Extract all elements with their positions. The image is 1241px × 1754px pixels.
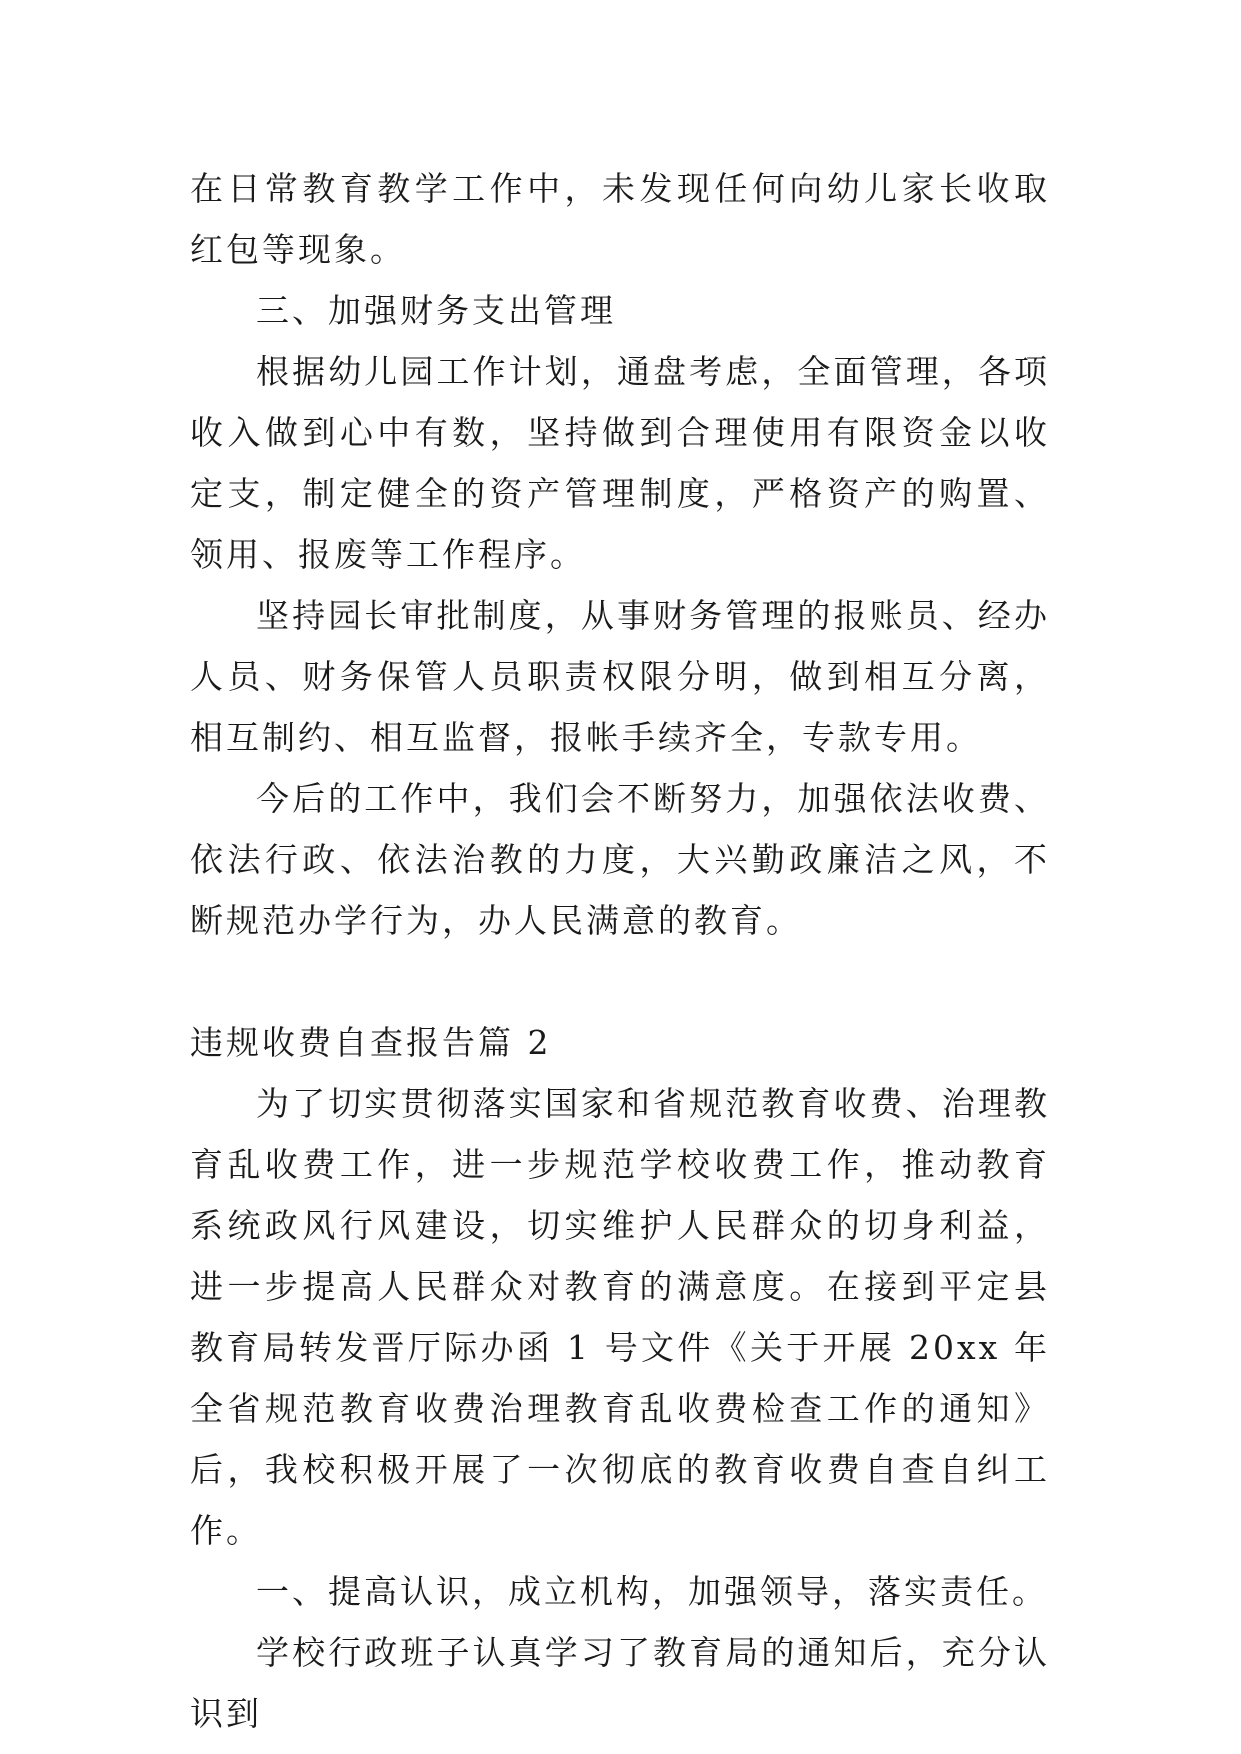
paragraph-intro: 为了切实贯彻落实国家和省规范教育收费、治理教育乱收费工作，进一步规范学校收费工作，推动教育系统政风行风建设，切实维护人民群众的切身利益，进一步提高人民群众对教育的满意度。在接到平定县教育局转发晋厅际办函 1 号文件《关于开展 20xx 年全省规范教育收费治理教育乱收费检查工作的通知》后，我校积极开展了一次彻底的教育收费自查自纠工作。	[190, 1084, 1050, 1550]
paragraph-future-work: 今后的工作中，我们会不断努力，加强依法收费、依法行政、依法治教的力度，大兴勤政廉洁之风，不断规范办学行为，办人民满意的教育。	[190, 779, 1050, 940]
report-title: 违规收费自查报告篇 2	[190, 1023, 552, 1062]
paragraph-approval-system: 坚持园长审批制度，从事财务管理的报账员、经办人员、财务保管人员职责权限分明，做到相互分离，相互制约、相互监督，报帐手续齐全，专款专用。	[190, 596, 1050, 757]
paragraph-plan: 根据幼儿园工作计划，通盘考虑，全面管理，各项收入做到心中有数，坚持做到合理使用有限资金以收定支，制定健全的资产管理制度，严格资产的购置、领用、报废等工作程序。	[190, 352, 1050, 574]
paragraph-leadership: 学校行政班子认真学习了教育局的通知后，充分认识到	[190, 1633, 1050, 1733]
section-heading-financial-management: 三、加强财务支出管理	[256, 291, 616, 330]
paragraph-continuation: 在日常教育教学工作中，未发现任何向幼儿家长收取红包等现象。	[190, 169, 1050, 269]
document-body	[190, 158, 1050, 1744]
section-heading-awareness: 一、提高认识，成立机构，加强领导，落实责任。	[256, 1572, 1048, 1611]
